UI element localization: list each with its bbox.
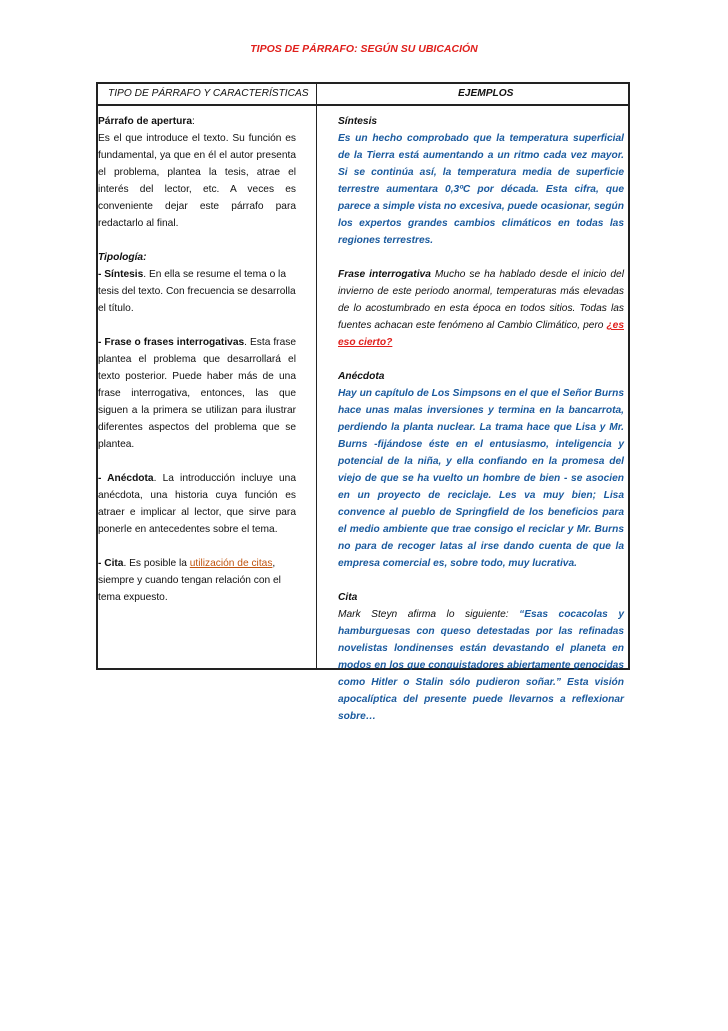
frase-paragraph [98, 334, 296, 453]
anecdota-label: - Anécdota [98, 473, 154, 484]
frase-example [338, 266, 624, 351]
types-column [98, 113, 296, 623]
sintesis-text: . En ella se resume el tema o la tesis del texto. Con frecuencia se desarrolla el título. [98, 269, 296, 314]
cita-paragraph [98, 555, 296, 606]
frase-label: - Frase o frases interrogativas [98, 337, 245, 348]
tipologia-label: Tipología: [98, 252, 147, 263]
anecdota-paragraph [98, 470, 296, 538]
examples-column [338, 113, 624, 742]
cita-text-a: . Es posible la [123, 558, 190, 569]
apertura-colon: : [192, 116, 195, 127]
tipologia-heading [98, 249, 296, 266]
anecdota-example [338, 368, 624, 572]
apertura-label: Párrafo de apertura [98, 116, 192, 127]
citas-link[interactable]: utilización de citas [189, 558, 273, 569]
frase-example-question: ¿es eso cierto? [338, 320, 624, 348]
sintesis-example [338, 113, 624, 249]
frase-example-text: Mucho se ha hablado desde el inicio del invierno de este periodo anormal, temperaturas más elevadas de lo acostumbrado en esta época en todos sitios. Todas las fuentes achacan este fenómeno al Cambio Climático, pero [338, 269, 624, 331]
apertura-text: Es el que introduce el texto. Su función es fundamental, ya que en él el autor presenta el problema, plantea la tesis, atrae el interés del lector, etc. A veces es conveniente dejar este párrafo para redactarlo al final. [98, 133, 296, 229]
column-divider [316, 84, 317, 668]
apertura-paragraph [98, 113, 296, 232]
sintesis-example-label: Síntesis [338, 116, 378, 127]
cita-example-intro: Mark Steyn afirma lo siguiente: [338, 609, 520, 620]
cita-example-label: Cita [338, 592, 358, 603]
anecdota-example-text: Hay un capítulo de Los Simpsons en el que el Señor Burns hace unas malas inversiones y termina en la bancarrota, perdiendo la planta nuclear. La trama hace que Lisa y Mr. Burns -fijándose éste en el entusiasmo, inteligencia y potencial de la niña, y ella confiando en la promesa del viejo de que se ha vuelto un hombre de bien - se asocien en un proyecto de reciclaje. Les va muy bien; Lisa convence al pueblo de Springfield de los beneficios para el medio ambiente que trae consigo el reciclar y Mr. Burns no para de recoger latas al irse dando cuenta de que la empresa comercial es, sobre todo, muy lucrativa. [338, 388, 624, 569]
frase-text: . Esta frase plantea el problema que desarrollará el texto posterior. Puede haber más de una frase interrogativa, entonces, las que siguen a la primera se utilizan para ilustrar diferentes aspectos del problema que se plantea. [98, 337, 296, 450]
header-examples: EJEMPLOS [458, 88, 514, 99]
cita-label: - Cita [98, 558, 124, 569]
page-title: TIPOS DE PÁRRAFO: SEGÚN SU UBICACIÓN [250, 43, 478, 55]
sintesis-label: - Síntesis [98, 269, 144, 280]
cita-example [338, 589, 624, 725]
cita-example-text: “Esas cocacolas y hamburguesas con queso detestadas por las refinadas novelistas londinenses están devastando el planeta en modos en los que conquistadores abiertamente genocidas como Hitler o Stalin sólo pudieron soñar.” Esta visión apocalíptica del presente puede llevarnos a reflexionar sobre… [338, 609, 625, 722]
sintesis-paragraph [98, 266, 296, 317]
paragraph-types-table [96, 82, 630, 722]
sintesis-example-text: Es un hecho comprobado que la temperatura superficial de la Tierra está aumentando a un ritmo cada vez mayor. Si se continúa así, la temperatura media de superficie terrestre aumentara 0,3ºC por década. Esta cifra, que parece a simple vista no excesiva, puede ocasionar, según los expertos grandes cambios climáticos en todas las regiones terrestres. [338, 133, 624, 246]
anecdota-text: . La introducción incluye una anécdota, una historia cuya función es atraer e implicar al lector, que sirve para ponerle en antecedentes sobre el tema. [98, 473, 297, 535]
table-header [98, 84, 628, 106]
header-types: TIPO DE PÁRRAFO Y CARACTERÍSTICAS [108, 88, 309, 99]
cita-text-b: , siempre y cuando tengan relación con el tema expuesto. [98, 558, 281, 603]
frase-example-label: Frase interrogativa [338, 269, 431, 280]
anecdota-example-label: Anécdota [338, 371, 385, 382]
